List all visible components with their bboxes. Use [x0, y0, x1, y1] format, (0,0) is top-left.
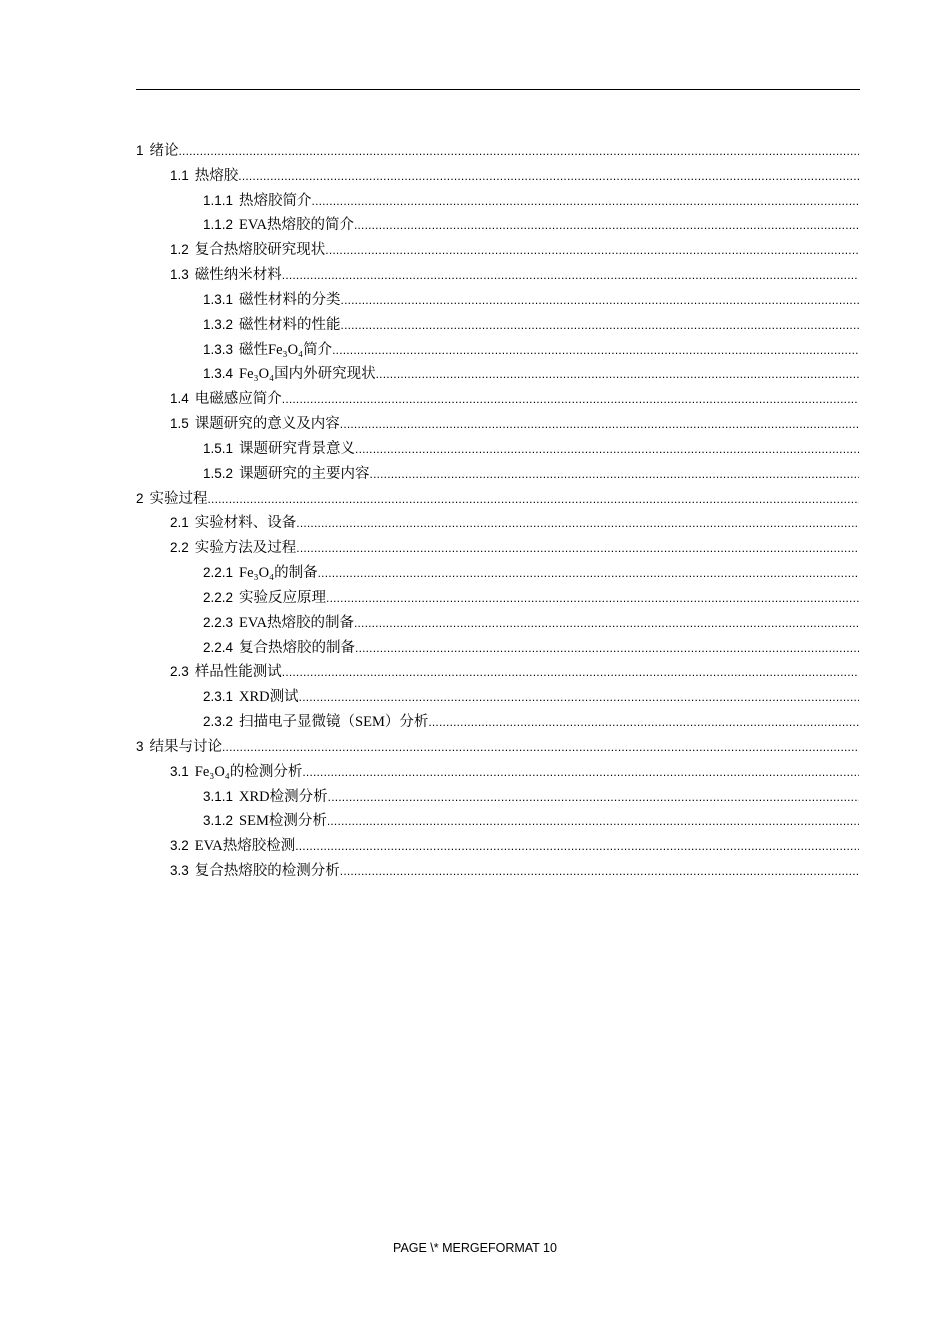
toc-entry-number: 1.4	[170, 391, 189, 407]
toc-entry[interactable]	[136, 536, 859, 561]
toc-entry-title: 复合热熔胶的制备	[239, 639, 356, 656]
toc-entry-title: XRD测试	[239, 689, 299, 706]
toc-entry[interactable]	[136, 462, 859, 487]
toc-entry-title: XRD检测分析	[239, 788, 328, 805]
toc-entry-title: 热熔胶简介	[239, 192, 312, 209]
toc-entry-text	[170, 238, 325, 263]
toc-entry-title: SEM检测分析	[239, 813, 327, 830]
toc-entry-text	[170, 412, 340, 437]
toc-entry-title: 热熔胶	[194, 167, 239, 184]
toc-entry-number: 1.3.1	[203, 291, 234, 307]
toc-entry-text	[203, 313, 341, 338]
toc-entry-title: Fe₃O₄国内外研究现状	[239, 366, 376, 383]
toc-entry[interactable]	[136, 561, 859, 586]
toc-entry-title: 磁性材料的分类	[239, 291, 341, 308]
toc-entry-text	[203, 213, 354, 238]
toc-entry-text	[170, 859, 340, 884]
toc-entry[interactable]	[136, 660, 859, 685]
toc-entry[interactable]	[136, 859, 859, 884]
toc-entry[interactable]	[136, 362, 859, 387]
toc-dot-leader	[302, 760, 859, 785]
toc-entry-text	[170, 263, 282, 288]
toc-dot-leader	[376, 362, 859, 387]
toc-entry-text	[170, 834, 295, 859]
toc-entry-text	[170, 536, 296, 561]
toc-entry-number: 1.5.1	[203, 440, 234, 456]
toc-entry-title: 电磁感应简介	[194, 391, 282, 408]
toc-entry-number: 3	[136, 738, 144, 754]
toc-entry-number: 1.3.3	[203, 341, 234, 357]
toc-entry-text	[136, 487, 208, 512]
toc-entry-title: 复合热熔胶研究现状	[194, 242, 326, 259]
toc-entry[interactable]	[136, 338, 859, 363]
toc-entry-number: 2.3.2	[203, 714, 234, 730]
toc-entry-number: 2.2.1	[203, 565, 234, 581]
toc-entry-number: 1.5	[170, 416, 189, 432]
toc-entry-text	[203, 288, 341, 313]
toc-dot-leader	[312, 189, 859, 214]
toc-entry[interactable]	[136, 685, 859, 710]
toc-dot-leader	[355, 437, 859, 462]
toc-entry-text	[203, 362, 376, 387]
toc-dot-leader	[340, 412, 859, 437]
toc-dot-leader	[370, 462, 859, 487]
toc-entry-text	[203, 636, 355, 661]
toc-dot-leader	[318, 561, 859, 586]
toc-entry-number: 2	[136, 490, 144, 506]
toc-entry[interactable]	[136, 785, 859, 810]
toc-dot-leader	[428, 710, 859, 735]
toc-entry[interactable]	[136, 487, 859, 512]
toc-entry-text	[203, 189, 312, 214]
toc-entry-number: 3.2	[170, 838, 189, 854]
toc-entry[interactable]	[136, 809, 859, 834]
toc-entry-number: 2.2	[170, 540, 189, 556]
toc-entry-text	[203, 338, 332, 363]
toc-entry[interactable]	[136, 834, 859, 859]
toc-entry[interactable]	[136, 387, 859, 412]
toc-dot-leader	[341, 288, 859, 313]
toc-entry-number: 1.5.2	[203, 465, 234, 481]
toc-entry-title: 课题研究的主要内容	[239, 465, 370, 482]
toc-dot-leader	[282, 263, 859, 288]
toc-entry[interactable]	[136, 511, 859, 536]
toc-entry-text	[203, 685, 299, 710]
toc-entry-title: 复合热熔胶的检测分析	[194, 863, 340, 880]
toc-entry-text	[170, 164, 238, 189]
toc-dot-leader	[296, 536, 859, 561]
toc-entry-number: 3.1.2	[203, 813, 234, 829]
toc-entry-title: EVA热熔胶的制备	[239, 614, 354, 631]
toc-entry-text	[203, 462, 370, 487]
toc-entry-number: 3.1	[170, 763, 189, 779]
toc-dot-leader	[296, 511, 859, 536]
toc-entry-text	[170, 387, 282, 412]
toc-entry[interactable]	[136, 238, 859, 263]
toc-dot-leader	[328, 785, 859, 810]
toc-entry-text	[203, 561, 318, 586]
page-footer: PAGE \* MERGEFORMAT 10	[393, 1241, 557, 1255]
toc-dot-leader	[341, 313, 859, 338]
toc-entry-title: 绪论	[149, 143, 179, 159]
toc-entry-title: EVA热熔胶的简介	[239, 217, 354, 234]
toc-entry-text	[203, 710, 428, 735]
table-of-contents	[136, 139, 859, 884]
toc-dot-leader	[238, 164, 859, 189]
toc-dot-leader	[325, 238, 859, 263]
toc-entry-text	[203, 785, 328, 810]
toc-entry-number: 1	[136, 143, 144, 158]
toc-entry-number: 2.2.3	[203, 614, 234, 630]
toc-entry[interactable]	[136, 313, 859, 338]
toc-entry-title: 磁性纳米材料	[194, 267, 282, 284]
toc-entry-title: 课题研究的意义及内容	[194, 416, 340, 433]
toc-entry-title: 实验过程	[149, 490, 208, 507]
toc-entry-number: 2.3	[170, 664, 189, 680]
toc-entry-text	[203, 611, 354, 636]
toc-entry-text	[170, 511, 296, 536]
toc-entry-number: 1.1.1	[203, 192, 234, 208]
toc-entry[interactable]	[136, 586, 859, 611]
toc-dot-leader	[327, 809, 859, 834]
toc-entry-number: 2.1	[170, 515, 189, 531]
toc-entry[interactable]	[136, 636, 859, 661]
toc-entry-number: 3.3	[170, 863, 189, 879]
toc-entry[interactable]	[136, 760, 859, 785]
toc-entry-number: 1.1	[170, 167, 189, 183]
toc-entry-title: Fe₃O₄的检测分析	[194, 763, 303, 780]
toc-entry-title: 磁性材料的性能	[239, 316, 341, 333]
toc-entry[interactable]	[136, 412, 859, 437]
toc-dot-leader	[355, 636, 859, 661]
toc-entry-title: 样品性能测试	[194, 664, 282, 681]
toc-entry-text	[203, 437, 355, 462]
toc-entry[interactable]	[136, 189, 859, 214]
toc-entry-number: 1.3	[170, 267, 189, 283]
toc-entry-title: Fe₃O₄的制备	[239, 565, 318, 582]
toc-dot-leader	[208, 487, 859, 512]
toc-entry-title: 磁性Fe₃O₄简介	[239, 341, 333, 358]
toc-entry-text	[203, 586, 326, 611]
toc-dot-leader	[326, 586, 859, 611]
toc-entry-number: 2.3.1	[203, 689, 234, 705]
toc-entry-number: 2.2.4	[203, 639, 234, 655]
toc-entry-number: 1.3.2	[203, 316, 234, 332]
toc-dot-leader	[282, 387, 859, 412]
toc-entry-title: 扫描电子显微镜（SEM）分析	[239, 714, 429, 731]
toc-entry-title: EVA热熔胶检测	[194, 838, 296, 855]
toc-dot-leader	[332, 338, 859, 363]
toc-entry[interactable]	[136, 139, 859, 164]
toc-entry-number: 3.1.1	[203, 788, 234, 804]
toc-entry-title: 课题研究背景意义	[239, 440, 356, 457]
toc-entry[interactable]	[136, 288, 859, 313]
toc-entry-title: 实验方法及过程	[194, 540, 297, 557]
toc-entry[interactable]	[136, 710, 859, 735]
toc-dot-leader	[222, 735, 859, 760]
toc-entry-title: 结果与讨论	[149, 738, 223, 755]
toc-entry[interactable]	[136, 213, 859, 238]
toc-entry[interactable]	[136, 263, 859, 288]
toc-dot-leader	[282, 660, 859, 685]
toc-dot-leader	[299, 685, 859, 710]
toc-entry[interactable]	[136, 437, 859, 462]
toc-dot-leader	[354, 611, 859, 636]
toc-entry-text	[170, 760, 302, 785]
toc-dot-leader	[295, 834, 859, 859]
header-rule	[136, 89, 860, 90]
toc-entry[interactable]	[136, 611, 859, 636]
toc-entry-title: 实验反应原理	[239, 589, 327, 606]
toc-entry-number: 1.1.2	[203, 217, 234, 233]
toc-entry-text	[170, 660, 282, 685]
toc-entry-number: 1.3.4	[203, 366, 234, 382]
toc-entry-number: 1.2	[170, 242, 189, 258]
toc-entry-text	[203, 809, 327, 834]
toc-dot-leader	[179, 139, 859, 164]
toc-entry[interactable]	[136, 164, 859, 189]
toc-entry-text	[136, 735, 222, 760]
toc-entry-title: 实验材料、设备	[194, 515, 297, 532]
toc-dot-leader	[340, 859, 859, 884]
toc-entry-number: 2.2.2	[203, 589, 234, 605]
toc-entry[interactable]	[136, 735, 859, 760]
toc-dot-leader	[354, 213, 859, 238]
toc-entry-text	[136, 139, 179, 164]
